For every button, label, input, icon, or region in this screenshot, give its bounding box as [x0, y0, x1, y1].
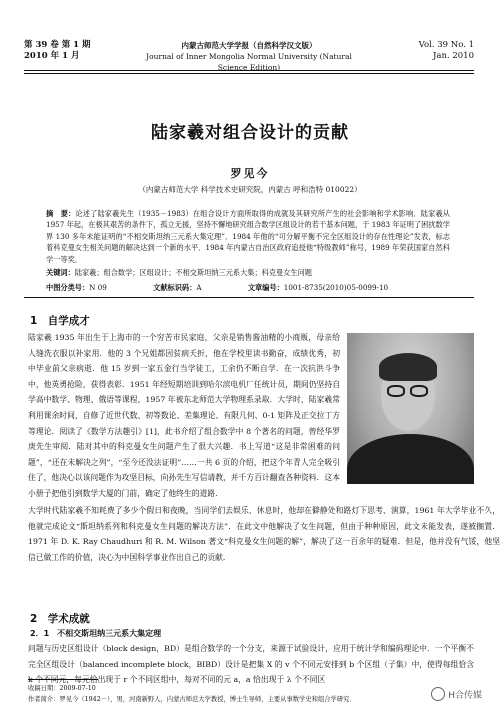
section-heading: 1 自学成才: [30, 315, 90, 327]
author-affiliation: （内蒙古师范大学 科学技术史研究院，内蒙古 呼和浩特 010022）: [138, 185, 362, 194]
keywords-text: 陆家羲；组合数学；区组设计；不相交斯坦纳三元系大集；科克曼女生问题: [74, 268, 312, 277]
portrait-hair: [379, 353, 437, 381]
volume-info: [24, 40, 91, 62]
clc: [46, 283, 129, 292]
clc-value: N 09: [89, 283, 107, 292]
body-paragraph: 问题与历史区组设计（block design，BD）是组合数学的一个分支，来源于试验设计，应用于统计学和编码理论中．一个平衡不完全区组设计（balanced incomplete block，BIBD）设计是把集 X 的 v 个不同元安排到 b 个区组（子集）中，使得每组恰含 k 个不同元，每元恰出现于 r 个不同区组中，每对不同的元 a，a 恰出现于 λ 个不同区: [28, 644, 474, 685]
footnote-author-bio: 作者简介：罗见今（1942－），男，河南新野人，内蒙古师范大学教授，博士生导师，主要从事数学史和组合学研究．: [28, 696, 356, 703]
author-portrait-photo: [347, 333, 474, 484]
keywords: [46, 268, 450, 278]
classification-line: [46, 283, 450, 293]
article-title: 陆家羲对组合设计的贡献: [151, 123, 349, 143]
body-paragraph: 大学时代陆家羲不知耗费了多少个假日和夜晚，当同学们去娱乐、休息时，他却在僻静处和路灯下思考、演算，1961 年大学毕业不久，他就完成论文“斯坦纳系列和科克曼女生问题的解决方法”．在此文中他解决了女生问题，但由于种种原因，此文未能发表，遂被搁置．1971 年 D. K. Ray Chaudhuri 和 R. M. Wilson 著文“科克曼女生问题的解”，解决了这一百余年的疑难．但是，他并没有气馁，他坚信已做工作的价值，决心为中国科学事业作出自己的贡献．: [28, 506, 500, 562]
body-paragraph: 陆家羲 1935 年出生于上海市的一个穷苦市民家庭，父亲是销售酱油精的小商贩，母亲给人缝洗衣服以补家用．他的 3 个兄姐都因贫病夭折，他在学校里读书勤奋，成绩优秀，初中毕业前父亲病逝．他 15 岁到一家五金行当学徒工，工余仍不断自学．在一次抗洪斗争中，他英勇抢险，获得表彰．1951 年经短期培训到哈尔滨电机厂任统计员，期间仍坚持自学高中数学、物理、俄语等课程，1957 年被东北师范大学物理系录取．大学时，陆家羲常利用课余时间，自修了近世代数、初等数论、差集理论、有限几何、0-1 矩阵及正交拉丁方等理论．阅读了《数学方法趣引》[1]，此书介绍了组合数学中 8 个著名的问题，曾经华罗庚先生审阅．陆对其中的科克曼女生问题产生了很大兴趣．书上写道“这是非常困难的问题”，“还在未解决之列”，“至今还没法证明”……一共 6 页的介绍，把这个年青人完全吸引住了，他决心以该问题作为攻坚目标，向孙先生写信请教，并千方百计翻查各种资料．这本小册子把他引到数学大厦的门前，确定了他终生的道路．: [28, 333, 340, 498]
keywords-label: 关键词：: [46, 268, 75, 277]
abstract-text: 论述了陆家羲先生（1935－1983）在组合设计方面所取得的成就及其研究所产生的社会影响和学术影响．陆家羲从 1957 年起，在极其艰苦的条件下，孤立无援，坚持不懈地研究组合数学区组设计的若干基本问题，于 1983 年证明了困扰数学界 130 多年未能证明的“不相交斯坦纳三元系大集定理”．1984 年他的“可分解平衡不完全区组设计的存在性理论”发表，标志着科克曼女生相关问题的解决达到一个新的水平．1984 年内蒙古自治区政府追授他“特级教师”称号，1989 年荣获国家自然科学一等奖．: [46, 209, 450, 264]
clc-label: 中图分类号：: [46, 283, 90, 292]
abstract-label: 摘 要：: [46, 209, 76, 218]
author-name: 罗见今: [230, 167, 270, 180]
journal-name-cn: 内蒙古师范大学学报（自然科学汉文版）: [181, 41, 317, 50]
article-id-value: 1001-8735(2010)05-0099-10: [283, 283, 389, 292]
abstract: [46, 208, 450, 265]
journal-name-en: Journal of Inner Mongolia Normal University (Natural Science Edition): [146, 52, 352, 72]
article-id-label: 文章编号：: [247, 283, 284, 292]
doc-code-value: A: [196, 283, 202, 292]
journal-name: [134, 40, 364, 73]
doc-code-label: 文献标识码：: [153, 283, 197, 292]
portrait-glasses-left: [387, 385, 405, 397]
journal-header: [24, 40, 474, 70]
volume-info-en: [419, 40, 474, 62]
volume-issue-en: Vol. 39 No. 1: [418, 40, 474, 50]
article-id: [248, 283, 410, 292]
abstract-rule: [24, 297, 474, 298]
watermark-logo-icon: [431, 687, 445, 701]
header-rule-thin: [24, 73, 474, 74]
subsection-heading: 2．1 不相交斯坦纳三元系大集定理: [30, 629, 162, 638]
header-rule-thick: [24, 70, 474, 71]
section-heading: 2 学术成就: [30, 613, 90, 625]
footnote-rule: [28, 679, 98, 680]
watermark-text: H合传媒: [448, 690, 482, 701]
portrait-glasses-right: [410, 385, 428, 397]
volume-issue: 第 39 卷 第 1 期: [24, 40, 91, 50]
issue-date: 2010 年 1 月: [24, 51, 80, 61]
issue-date-en: Jan. 2010: [433, 51, 474, 61]
portrait-suit: [347, 434, 474, 484]
doc-code: [153, 283, 223, 292]
footnote-received: 收稿日期：2009-07-10: [28, 685, 96, 692]
watermark: [431, 687, 482, 701]
